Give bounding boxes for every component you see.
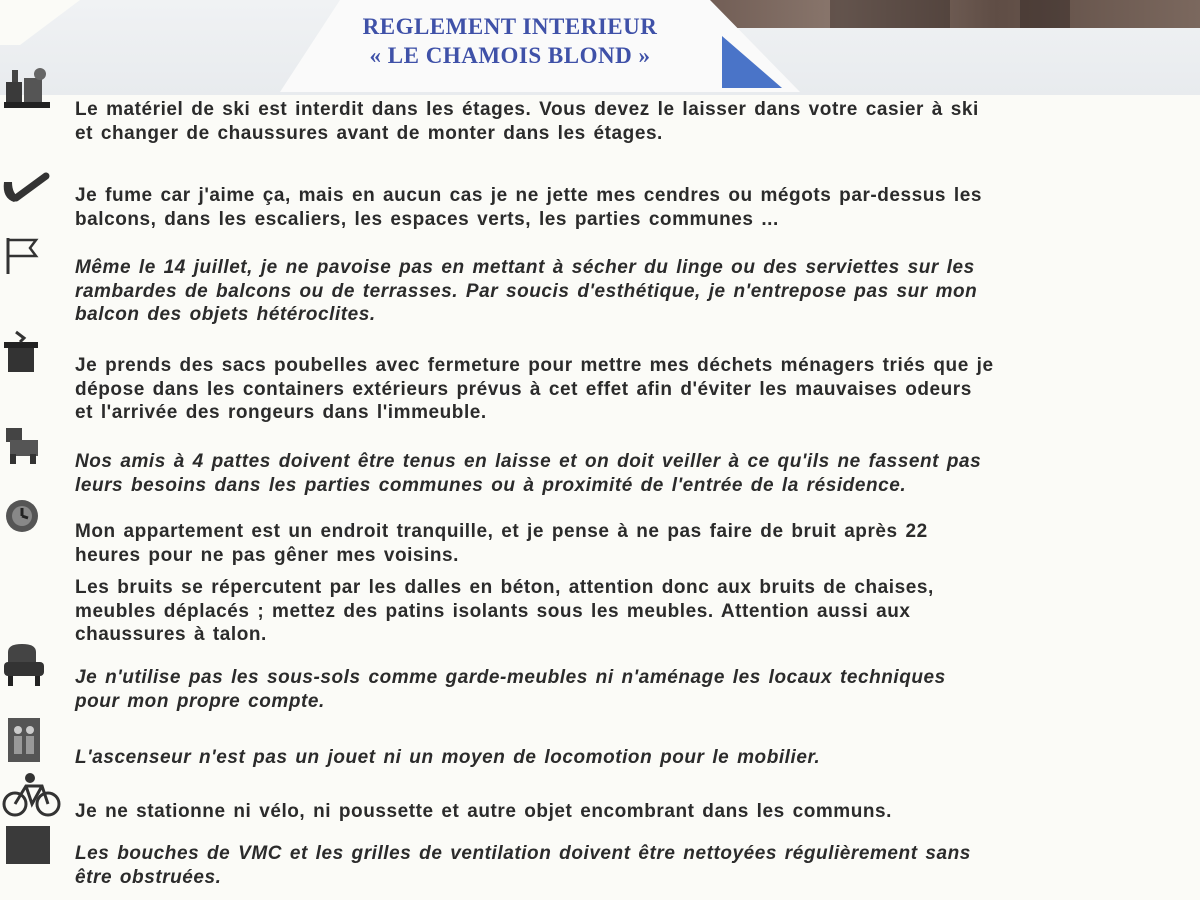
pipe-cigarette-icon <box>0 168 52 208</box>
clock-icon <box>2 496 42 538</box>
rule-basement <box>75 666 1150 713</box>
rule-line: Je ne stationne ni vélo, ni poussette et autre objet encombrant dans les communs. <box>75 801 892 822</box>
vent-grille-icon <box>6 826 50 864</box>
dog-icon <box>2 424 42 466</box>
rule-line: leurs besoins dans les parties communes ou à proximité de l'entrée de la résidence. <box>75 474 907 496</box>
background-photo-strip <box>690 0 1200 28</box>
rule-line: pour mon propre compte. <box>75 690 325 712</box>
trash-bin-icon <box>2 328 42 374</box>
rule-line: être obstruées. <box>75 866 222 888</box>
rule-elevator <box>75 746 1150 770</box>
rule-line: Les bruits se répercutent par les dalles en béton, attention donc aux bruits de chaises, <box>75 577 934 598</box>
title-line-1: REGLEMENT INTERIEUR <box>362 14 658 39</box>
rule-line: Je fume car j'aime ça, mais en aucun cas je ne jette mes cendres ou mégots par-dessus les <box>75 185 982 206</box>
rule-line: Je prends des sacs poubelles avec fermeture pour mettre mes déchets ménagers triés que je <box>75 355 994 376</box>
icon-column <box>0 0 70 900</box>
rule-line: dépose dans les containers extérieurs prévus à cet effet afin d'éviter les mauvaises odeurs <box>75 378 972 400</box>
rule-line: balcon des objets hétéroclites. <box>75 304 376 325</box>
rule-ski-equipment <box>75 98 1150 145</box>
rule-pets <box>75 450 1150 497</box>
rule-ventilation <box>75 842 1150 889</box>
flag-icon <box>2 234 42 276</box>
rule-line: Mon appartement est un endroit tranquille, et je pense à ne pas faire de bruit après 22 <box>75 521 928 542</box>
rule-line: Le matériel de ski est interdit dans les étages. Vous devez le laisser dans votre casier à ski <box>75 99 979 120</box>
bicycle-icon <box>2 770 62 820</box>
rule-line: et changer de chaussures avant de monter dans les étages. <box>75 122 663 144</box>
rule-smoking <box>75 184 1150 231</box>
rule-noise <box>75 576 1150 647</box>
rule-garbage <box>75 354 1150 425</box>
rule-line: heures pour ne pas gêner mes voisins. <box>75 544 459 566</box>
ski-boots-icon <box>2 62 54 114</box>
rule-line: chaussures à talon. <box>75 624 267 645</box>
rule-quiet-hours <box>75 520 1150 567</box>
rule-line: balcons, dans les escaliers, les espaces verts, les parties communes ... <box>75 208 779 230</box>
rule-line: Même le 14 juillet, je ne pavoise pas en mettant à sécher du linge ou des serviettes sur les <box>75 257 975 278</box>
armchair-icon <box>2 642 46 688</box>
rule-laundry-balcony <box>75 256 1150 327</box>
rule-line: rambardes de balcons ou de terrasses. Par soucis d'esthétique, je n'entrepose pas sur mon <box>75 280 978 302</box>
rule-line: Nos amis à 4 pattes doivent être tenus en laisse et on doit veiller à ce qu'ils ne fassent pas <box>75 451 982 472</box>
rule-line: et l'arrivée des rongeurs dans l'immeuble. <box>75 402 487 423</box>
rule-line: Les bouches de VMC et les grilles de ventilation doivent être nettoyées régulièrement sans <box>75 843 971 864</box>
rule-line: L'ascenseur n'est pas un jouet ni un moyen de locomotion pour le mobilier. <box>75 747 821 768</box>
rule-line: Je n'utilise pas les sous-sols comme garde-meubles ni n'aménage les locaux techniques <box>75 667 946 688</box>
title-line-2: « LE CHAMOIS BLOND » <box>369 43 651 68</box>
rule-common-areas <box>75 800 1150 824</box>
page-title <box>300 12 720 70</box>
elevator-icon <box>4 714 44 766</box>
rule-line: meubles déplacés ; mettez des patins isolants sous les meubles. Attention aussi aux <box>75 600 911 622</box>
